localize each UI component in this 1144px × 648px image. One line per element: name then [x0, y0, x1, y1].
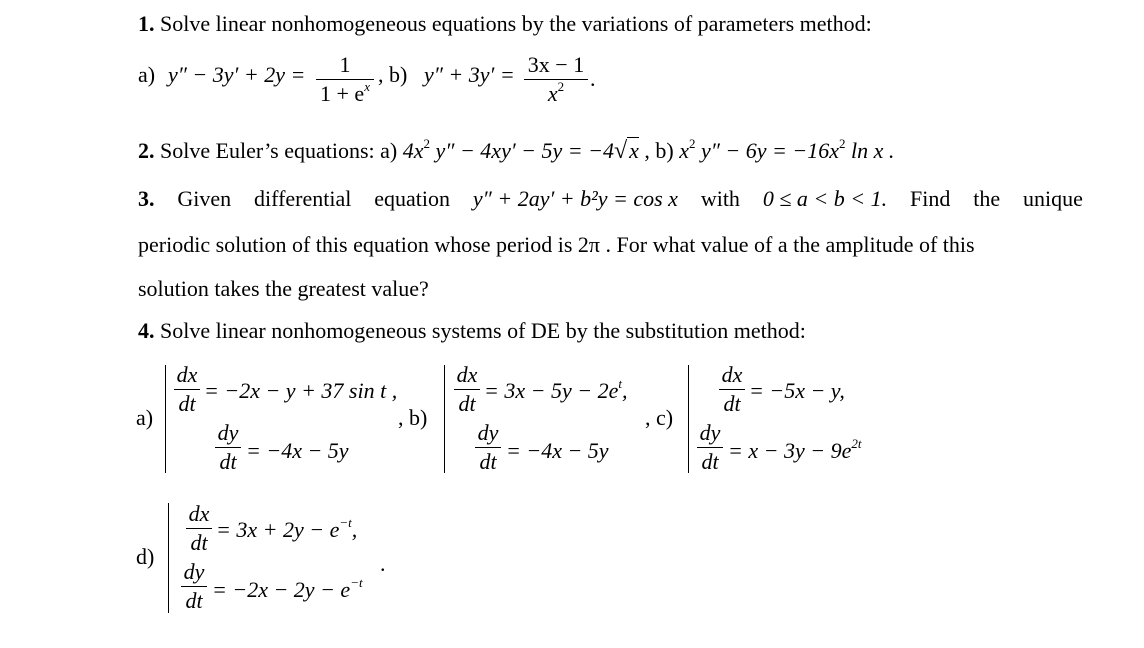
system-d-eq2	[212, 575, 363, 602]
system-a-dydt	[215, 422, 241, 473]
system-a-eq1: = −2x − y + 37 sin t ,	[204, 378, 398, 403]
problem-2b-part1: x	[679, 138, 689, 163]
problem-1b-label: , b)	[378, 62, 408, 87]
system-d-eq1-text: = 3x + 2y − e	[216, 517, 340, 542]
fraction-bar	[524, 79, 588, 80]
problem-2a-part1: 4x	[402, 138, 424, 163]
dt-label: dt	[701, 449, 719, 474]
dt-label: dt	[479, 449, 497, 474]
system-b-eq1-exponent: t	[618, 376, 622, 391]
fraction-bar	[454, 389, 480, 390]
problem-2a-sqrt-arg: x	[629, 138, 639, 163]
dy-label: dy	[183, 559, 205, 584]
problem-3-word: with	[700, 186, 740, 211]
problem-3-word: the	[973, 186, 1001, 211]
dt-label: dt	[178, 391, 196, 416]
problem-3-condition: 0 ≤ a < b < 1.	[762, 186, 888, 211]
system-c-dydt	[697, 422, 723, 473]
problem-2b-part3: ln x .	[850, 138, 895, 163]
problem-3-number: 3.	[138, 186, 155, 211]
system-d-eq1	[216, 515, 358, 542]
problem-1a-fraction	[316, 54, 374, 105]
problem-2b-part2: y″ − 6y = −16x	[700, 138, 839, 163]
system-d-dxdt	[186, 503, 212, 554]
system-b-label: , b)	[398, 405, 428, 430]
dt-label: dt	[185, 588, 203, 613]
problem-3-line-2: periodic solution of this equation whose period is 2π . For what value of a the amplitude of this	[138, 232, 975, 257]
dy-label: dy	[699, 420, 721, 445]
dt-label: dt	[219, 449, 237, 474]
problem-1b-denominator: x	[547, 81, 558, 106]
system-b-eq1-comma: ,	[621, 378, 628, 403]
problem-3-line-3: solution takes the greatest value?	[138, 276, 429, 301]
system-d-label: d)	[136, 544, 155, 569]
system-b-dydt	[475, 422, 501, 473]
problem-3-word: differential	[254, 186, 352, 211]
problem-3-word: Find	[909, 186, 951, 211]
problem-2-number: 2.	[138, 138, 155, 163]
system-b-eq1-text: = 3x − 5y − 2e	[484, 378, 619, 403]
system-c-brace	[688, 365, 689, 473]
dt-label: dt	[723, 391, 741, 416]
problem-2-line: 2. Solve Euler’s equations: a) $4x^2$ y″ − 4xy′ − 5y = −4√x , b) $x^2$ $y'' - 6y = -16x^2$ ln x .	[138, 136, 895, 164]
system-b-dxdt	[454, 364, 480, 415]
fraction-bar	[215, 447, 241, 448]
problem-1a-lhs: y″ − 3y′ + 2y =	[168, 62, 306, 87]
dy-label: dy	[217, 420, 239, 445]
problem-1b-den-exponent: 2	[557, 79, 565, 94]
dx-label: dx	[188, 501, 210, 526]
problem-1b-lhs: y″ + 3y′ =	[424, 62, 515, 87]
dx-label: dx	[176, 362, 198, 387]
fraction-bar	[186, 528, 212, 529]
system-b-eq1	[484, 376, 628, 403]
dx-label: dx	[721, 362, 743, 387]
problem-1-number: 1.	[138, 11, 155, 36]
problem-1a-denominator: 1 + e	[320, 81, 365, 106]
system-d-eq1-comma: ,	[351, 517, 358, 542]
system-a-dxdt	[174, 364, 200, 415]
problem-3-word: Given	[177, 186, 232, 211]
problem-2b-label: , b)	[644, 138, 674, 163]
fraction-bar	[181, 586, 207, 587]
problem-1b-fraction	[524, 54, 588, 105]
problem-3-word: equation	[374, 186, 451, 211]
system-c-eq1: = −5x − y,	[749, 378, 845, 403]
system-d-eq2-text: = −2x − 2y − e	[212, 577, 351, 602]
problem-2b-exponent-2: 2	[838, 136, 846, 151]
problem-2a-part2: y″ − 4xy′ − 5y = −4	[435, 138, 614, 163]
system-c-eq2-exponent: 2t	[851, 436, 862, 451]
problem-1-end-period: .	[590, 66, 596, 91]
dt-label: dt	[190, 530, 208, 555]
problem-1-heading	[138, 13, 872, 35]
problem-3-equation: y″ + 2ay′ + b²y = cos x	[472, 186, 678, 211]
system-c-eq2	[728, 436, 862, 463]
problem-1a-label: a)	[138, 62, 156, 87]
system-b-eq2: = −4x − 5y	[506, 438, 609, 463]
fraction-bar	[174, 389, 200, 390]
system-b-brace	[444, 365, 445, 473]
problem-2b-exponent-1: 2	[688, 136, 696, 151]
problem-3-word: unique	[1023, 186, 1083, 211]
fraction-bar	[719, 389, 745, 390]
system-c-dxdt	[719, 364, 745, 415]
dt-label: dt	[458, 391, 476, 416]
system-a-label: a)	[136, 405, 154, 430]
problem-1a-numerator: 1	[339, 52, 351, 77]
problem-1a-den-exponent: x	[364, 79, 370, 94]
fraction-bar	[697, 447, 723, 448]
system-d-dydt	[181, 561, 207, 612]
problem-3-line-1	[138, 188, 1083, 210]
dy-label: dy	[477, 420, 499, 445]
dx-label: dx	[456, 362, 478, 387]
system-d-eq1-exponent: −t	[339, 515, 352, 530]
problem-2a-exponent: 2	[423, 136, 431, 151]
system-c-eq2-text: = x − 3y − 9e	[728, 438, 852, 463]
problem-4-heading	[138, 320, 806, 342]
problem-1b-numerator: 3x − 1	[527, 52, 585, 77]
system-d-brace	[168, 503, 169, 613]
system-a-eq2: = −4x − 5y	[246, 438, 349, 463]
system-c-label: , c)	[645, 405, 674, 430]
problem-1-text: Solve linear nonhomogeneous equations by the variations of parameters method:	[160, 11, 872, 36]
problem-4-number: 4.	[138, 318, 155, 343]
problem-4-text: Solve linear nonhomogeneous systems of DE by the substitution method:	[160, 318, 806, 343]
system-d-end-period: .	[380, 551, 386, 576]
problem-2-intro: Solve Euler’s equations: a)	[160, 138, 398, 163]
system-a-brace	[165, 365, 166, 473]
system-d-eq2-exponent: −t	[350, 575, 363, 590]
fraction-bar	[475, 447, 501, 448]
